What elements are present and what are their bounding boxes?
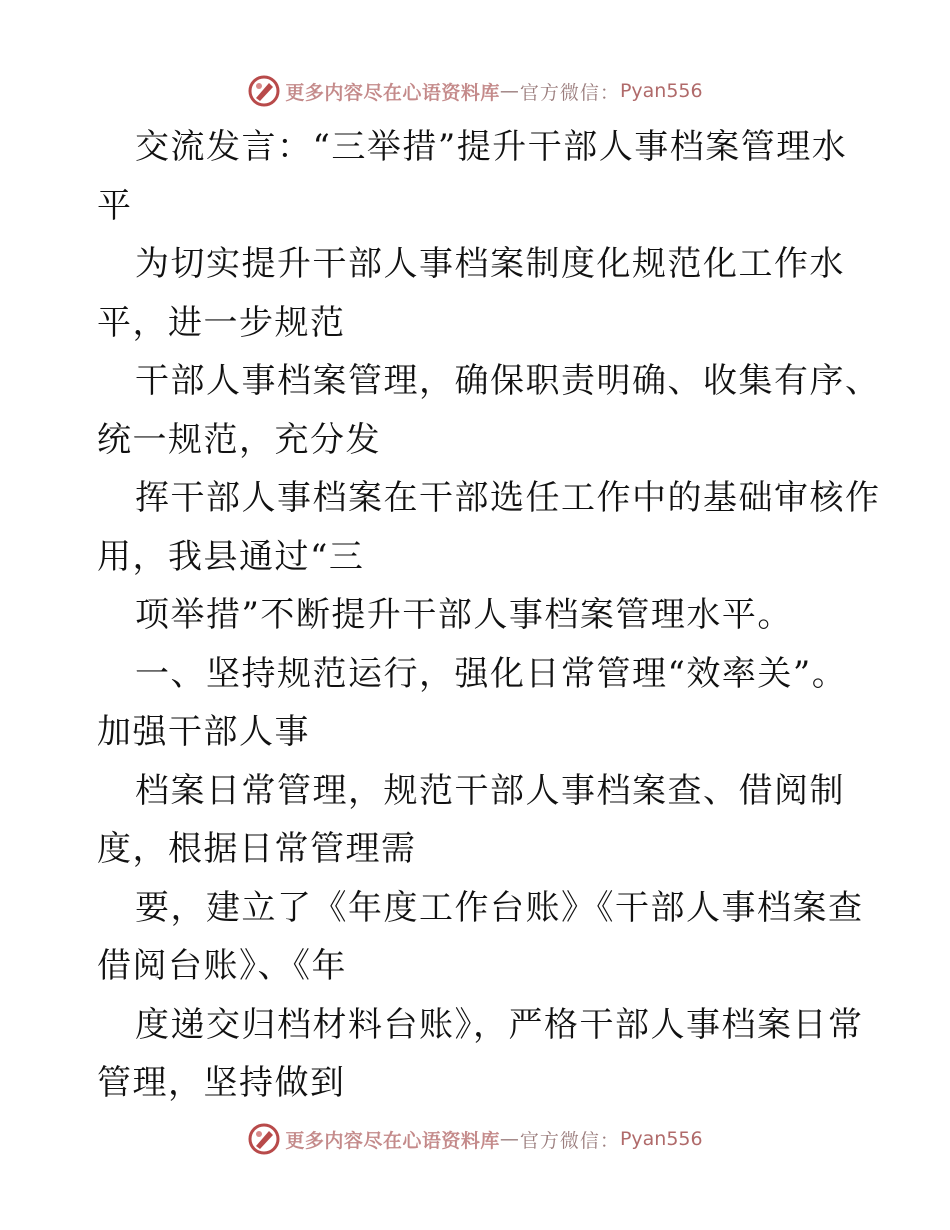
seal-logo-icon <box>247 74 281 108</box>
banner-wechat-label: 官方微信： <box>519 81 620 104</box>
banner-dash: — <box>499 1128 520 1150</box>
text-line: 度递交归档材料台账》，严格干部人事档案日常 <box>135 1004 864 1045</box>
text-line: 管理，坚持做到 <box>97 1063 346 1103</box>
banner-wechat-id: Pyan556 <box>619 80 703 102</box>
text-line: 为切实提升干部人事档案制度化规范化工作水 <box>135 244 845 284</box>
text-line: 统一规范，充分发 <box>97 419 381 460</box>
text-line: 用，我县通过“三 <box>97 536 365 577</box>
text-line: 平，进一步规范 <box>97 302 346 343</box>
text-line: 交流发言：“三举措”提升干部人事档案管理水 <box>135 127 848 167</box>
text-line: 项举措”不断提升干部人事档案管理水平。 <box>135 595 793 635</box>
banner-wechat-label: 官方微信： <box>519 1129 620 1152</box>
text-line: 平 <box>97 185 133 226</box>
text-line: 借阅台账》、《年 <box>97 946 347 986</box>
banner-wechat-id: Pyan556 <box>619 1128 703 1150</box>
banner-brand: 更多内容尽在心语资料库 <box>285 1129 500 1152</box>
text-line: 档案日常管理，规范干部人事档案查、借阅制 <box>135 770 845 811</box>
banner-brand: 更多内容尽在心语资料库 <box>285 81 500 104</box>
banner-dash: — <box>499 80 520 102</box>
seal-logo-icon <box>247 1122 281 1156</box>
text-line: 度，根据日常管理需 <box>97 829 417 869</box>
document-body <box>97 118 881 1113</box>
footer-banner <box>0 1119 950 1159</box>
text-line: 加强干部人事 <box>97 712 310 752</box>
text-line: 挥干部人事档案在干部选任工作中的基础审核作 <box>135 478 881 518</box>
text-line: 要，建立了《年度工作台账》《干部人事档案查 <box>135 887 864 928</box>
header-banner <box>0 71 950 111</box>
text-line: 一、坚持规范运行，强化日常管理“效率关”。 <box>135 653 848 694</box>
text-line: 干部人事档案管理，确保职责明确、收集有序、 <box>135 361 881 401</box>
